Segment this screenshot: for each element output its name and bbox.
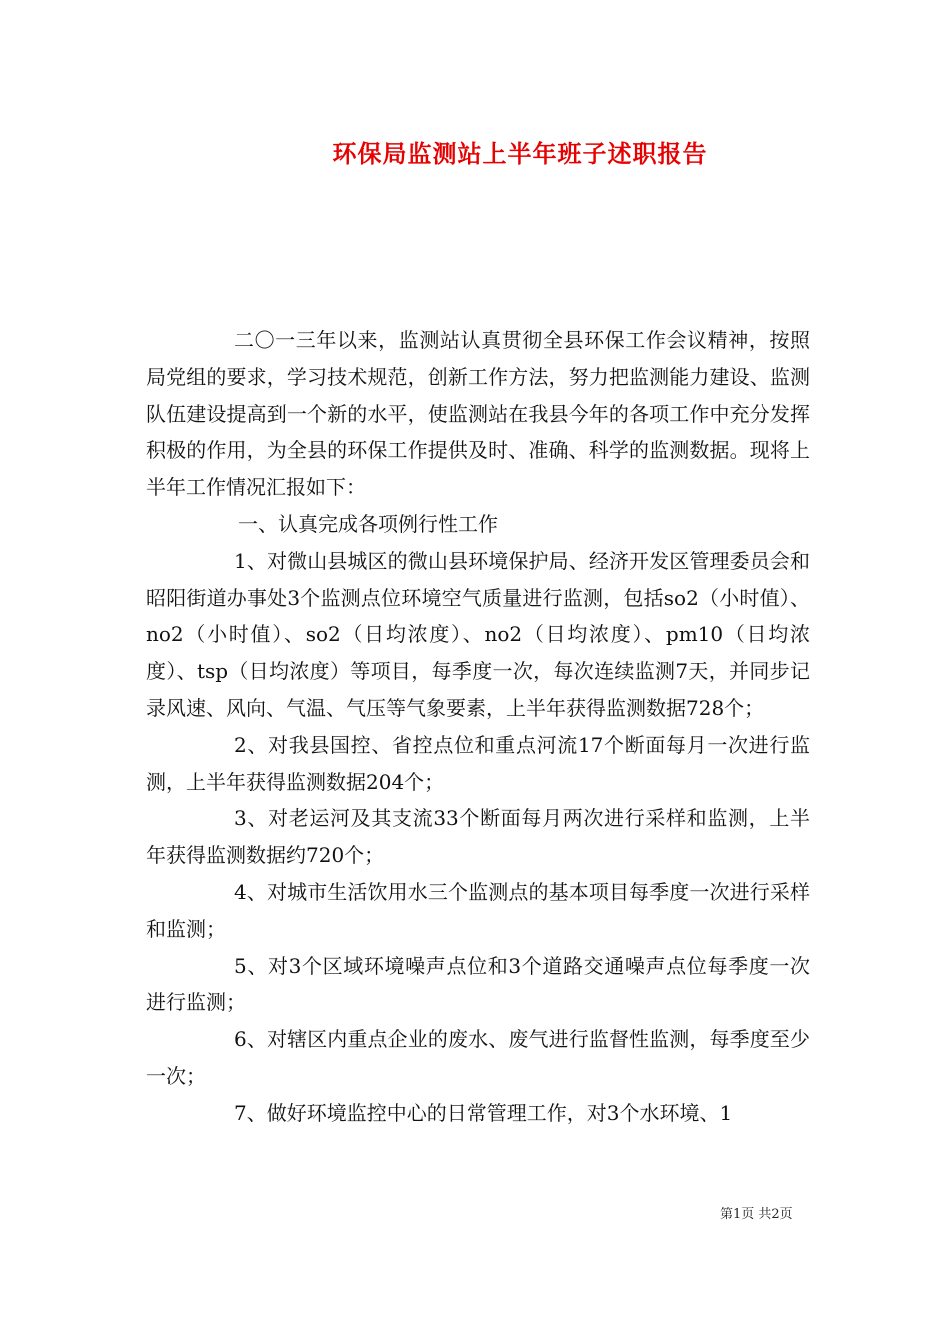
list-item-5: 5、对3个区域环境噪声点位和3个道路交通噪声点位每季度一次进行监测；	[146, 953, 810, 1015]
list-item-7: 7、做好环境监控中心的日常管理工作，对3个水环境、1	[234, 1100, 733, 1125]
list-item-3: 3、对老运河及其支流33个断面每月两次进行采样和监测，上半年获得监测数据约720个；	[146, 806, 810, 868]
list-item-2: 2、对我县国控、省控点位和重点河流17个断面每月一次进行监测，上半年获得监测数据204个；	[146, 732, 810, 794]
page-footer: 第1页 共2页	[720, 1207, 793, 1222]
list-item-4: 4、对城市生活饮用水三个监测点的基本项目每季度一次进行采样和监测；	[146, 879, 810, 941]
section-heading: 一、认真完成各项例行性工作	[238, 511, 498, 536]
document-body	[146, 322, 810, 1132]
document-title: 环保局监测站上半年班子述职报告	[332, 139, 708, 168]
list-item-1: 1、对微山县城区的微山县环境保护局、经济开发区管理委员会和昭阳街道办事处3个监测点位环境空气质量进行监测，包括so2（小时值）、no2（小时值）、so2（日均浓度）、no2（日均浓度）、pm10（日均浓度）、tsp（日均浓度）等项目，每季度一次，每次连续监测7天，并同步记录风速、风向、气温、气压等气象要素，上半年获得监测数据728个；	[146, 548, 810, 720]
intro-paragraph: 二〇一三年以来，监测站认真贯彻全县环保工作会议精神，按照局党组的要求，学习技术规范，创新工作方法，努力把监测能力建设、监测队伍建设提高到一个新的水平，使监测站在我县今年的各项工作中充分发挥积极的作用，为全县的环保工作提供及时、准确、科学的监测数据。现将上半年工作情况汇报如下：	[146, 328, 810, 500]
list-item-6: 6、对辖区内重点企业的废水、废气进行监督性监测，每季度至少一次；	[146, 1027, 810, 1088]
